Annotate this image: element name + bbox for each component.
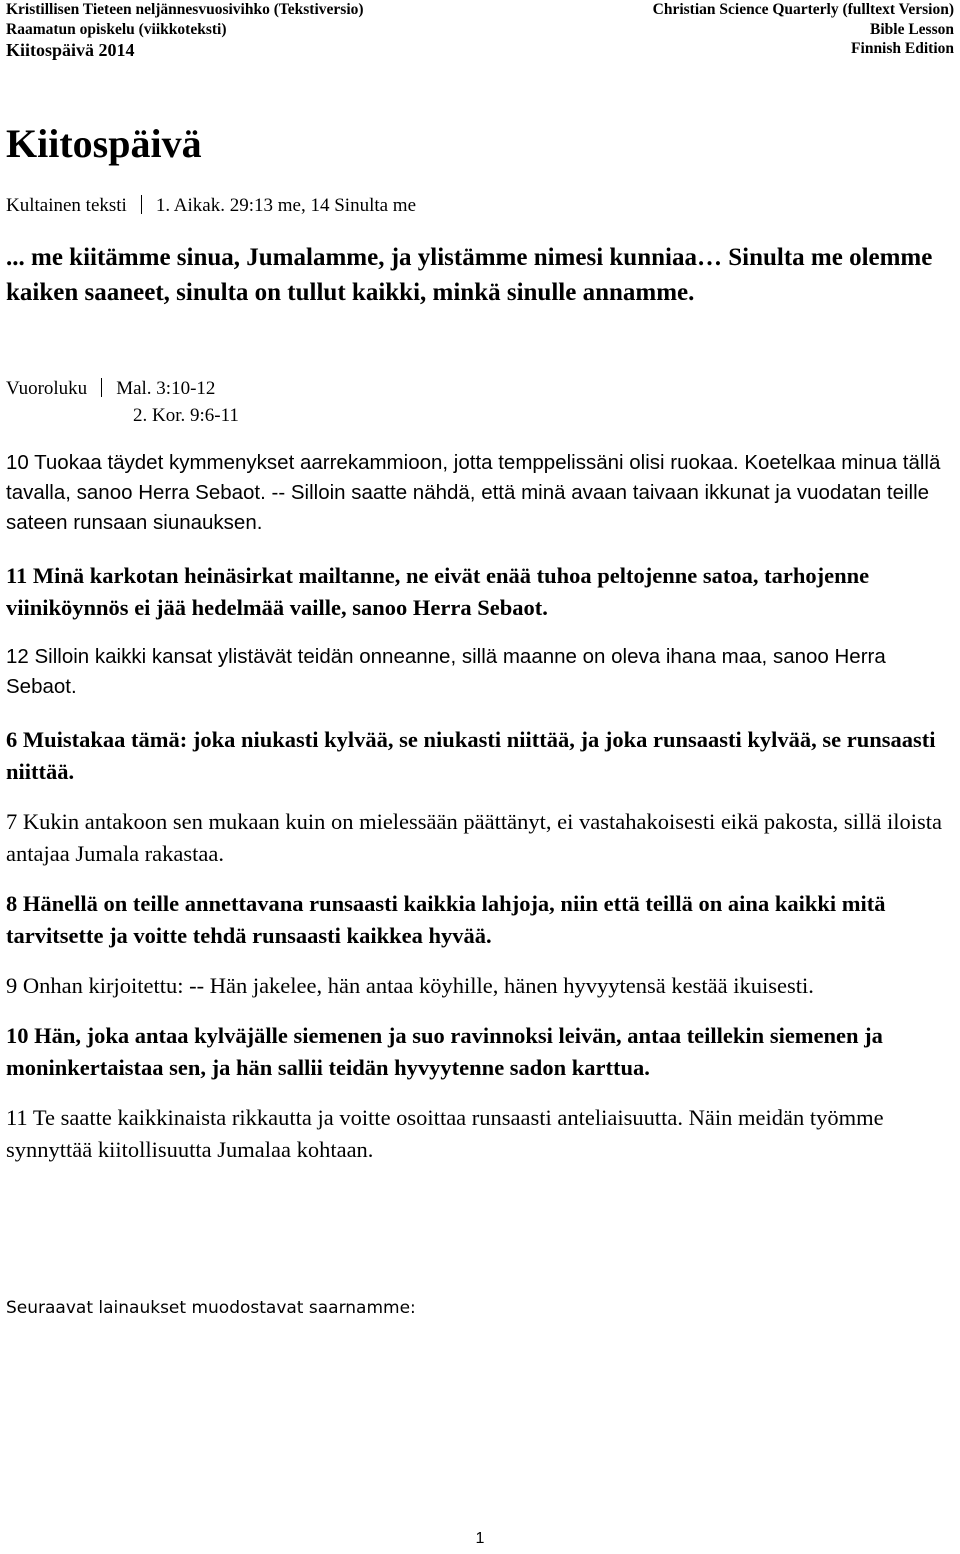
responsive-reading-citation-1: Mal. 3:10-12 — [116, 378, 216, 399]
header-lesson-name: Kiitospäivä 2014 — [6, 40, 135, 60]
golden-text-citation: 1. Aikak. 29:13 me, 14 Sinulta me — [155, 195, 417, 216]
verse: 8 Hänellä on teille annettavana runsaasti kaikkia lahjoja, niin että teillä on aina kaikki mitä tarvitsette ja voitte tehdä runsaasti kaikkea hyvää. — [6, 891, 886, 948]
header-subtitle: Raamatun opiskelu (viikkoteksti) — [6, 20, 227, 38]
golden-text-label: Kultainen teksti — [6, 195, 127, 216]
sermon-intro: Seuraavat lainaukset muodostavat saarnamme: — [6, 1298, 416, 1318]
page-number: 1 — [475, 1530, 485, 1547]
header-publication-en: Christian Science Quarterly (fulltext Version) — [652, 1, 954, 18]
verse: 11 Minä karkotan heinäsirkat mailtanne, ne eivät enää tuhoa peltojenne satoa, tarhojenne viiniköynnös ei jää hedelmää vaille, sanoo Herra Sebaot. — [6, 563, 870, 620]
header-bible-lesson: Bible Lesson — [870, 20, 954, 38]
golden-text-body: ... me kiitämme sinua, Jumalamme, ja ylistämme nimesi kunniaa… Sinulta me olemme kaiken saaneet, sinulta on tullut kaikki, minkä sinulle annamme. — [6, 244, 933, 306]
verse: 6 Muistakaa tämä: joka niukasti kylvää, se niukasti niittää, ja joka runsaasti kylvää, se runsaasti niittää. — [6, 727, 936, 784]
verse: 9 Onhan kirjoitettu: -- Hän jakelee, hän antaa köyhille, hänen hyvyytensä kestää ikuisesti. — [6, 973, 814, 998]
header-left — [6, 0, 364, 62]
responsive-reading-heading — [6, 375, 215, 402]
responsive-reading-verses — [6, 448, 951, 1184]
separator — [101, 378, 102, 397]
verse: 11 Te saatte kaikkinaista rikkautta ja voitte osoittaa runsaasti anteliaisuutta. Näin meidän työmme synnyttää kiitollisuutta Jumalaa kohtaan. — [6, 1105, 884, 1162]
header-edition: Finnish Edition — [851, 40, 954, 57]
responsive-reading-label: Vuoroluku — [6, 378, 88, 399]
verse: 10 Tuokaa täydet kymmenykset aarrekammioon, jotta temppelissäni olisi ruokaa. Koetelkaa minua tällä tavalla, sanoo Herra Sebaot. -- Silloin saatte nähdä, että minä avaan taivaan ikkunat ja vuodatan teille sateen runsaan siunauksen. — [6, 451, 941, 534]
header-right — [653, 0, 954, 59]
verse: 7 Kukin antakoon sen mukaan kuin on mielessään päättänyt, ei vastahakoisesti eikä pakosta, sillä iloista antajaa Jumala rakastaa. — [6, 809, 943, 866]
verse: 10 Hän, joka antaa kylväjälle siemenen ja suo ravinnoksi leivän, antaa teillekin siemenen ja moninkertaistaa sen, ja hän sallii teidän hyvyytenne sadon karttua. — [6, 1023, 883, 1080]
separator — [141, 195, 142, 214]
page-title: Kiitospäivä — [6, 121, 202, 166]
header-publication: Kristillisen Tieteen neljännesvuosivihko (Tekstiversio) — [6, 1, 364, 18]
responsive-reading-citation-2: 2. Kor. 9:6-11 — [133, 405, 239, 426]
verse: 12 Silloin kaikki kansat ylistävät teidän onneanne, sillä maanne on oleva ihana maa, sanoo Herra Sebaot. — [6, 645, 886, 698]
golden-text-heading — [6, 193, 416, 219]
